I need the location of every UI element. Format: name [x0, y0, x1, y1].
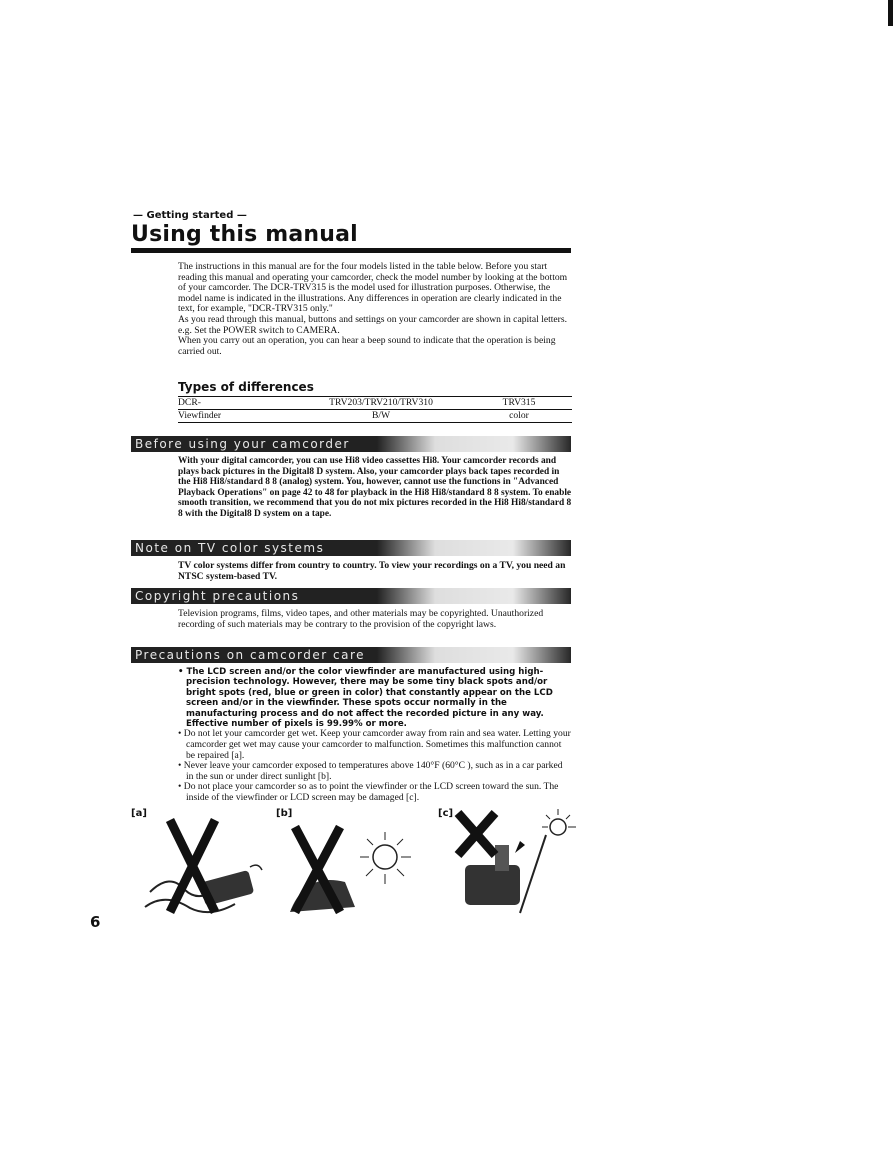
section-banner-tv-color: [131, 540, 571, 556]
list-item: • Do not let your camcorder get wet. Keep your camcorder away from rain and sea water. Letting your camcorder get wet may cause your camcorder to malfunction. Sometimes this malfunction cannot be repaired [a].: [178, 728, 571, 761]
figure-c-label: [c]: [438, 808, 454, 819]
figure-b-label: [b]: [276, 808, 293, 819]
banner-label: Precautions on camcorder care: [135, 648, 366, 662]
list-item: • Never leave your camcorder exposed to temperatures above 140°F (60°C ), such as in a car parked in the sun or under direct sunlight [b].: [178, 760, 563, 782]
intro-paragraph-1: The instructions in this manual are for the four models listed in the table below. Before you start reading this manual and operating your camcorder, check the model number by looking at the bottom of your camcorder. The DCR-TRV315 is the model used for illustration purposes. Otherwise, the model name is indicated in the illustrations. Any differences in operation are clearly indicated in the text, for example, "DCR-TRV315 only.": [178, 261, 568, 315]
table-row: [178, 410, 572, 423]
table-cell: TRV315: [466, 397, 572, 410]
copyright-text: Television programs, films, video tapes, and other materials may be copyrighted. Unauthorized recording of such materials may be contrary to the provision of the copyright laws.: [178, 608, 544, 630]
table-cell: Viewfinder: [178, 410, 296, 423]
table-cell: color: [466, 410, 572, 423]
intro-paragraph-2: As you read through this manual, buttons and settings on your camcorder are shown in capital letters.: [178, 313, 567, 325]
intro-block: [178, 262, 572, 357]
table-cell: B/W: [296, 410, 466, 423]
list-item: • Do not place your camcorder so as to point the viewfinder or the LCD screen toward the sun. The inside of the viewfinder or LCD screen may be damaged [c].: [178, 781, 559, 803]
precautions-list: [178, 667, 572, 804]
list-item: • The LCD screen and/or the color viewfinder are manufactured using high-precision technology. However, there may be some tiny black spots and/or bright spots (red, blue or green in color) that constantly appear on the LCD screen and/or in the viewfinder. These spots occur normally in the manufacturing process and do not affect the recorded picture in any way. Effective number of pixels is 99.99% or more.: [178, 667, 553, 730]
page-number: 6: [90, 913, 101, 931]
banner-label: Copyright precautions: [135, 589, 300, 603]
section-banner-before-using: [131, 436, 571, 452]
banner-label: Before using your camcorder: [135, 437, 350, 451]
intro-paragraph-4: When you carry out an operation, you can hear a beep sound to indicate that the operation is being carried out.: [178, 335, 556, 357]
sun-heat-illustration: [285, 812, 425, 922]
intro-paragraph-3: e.g. Set the POWER switch to CAMERA.: [178, 324, 340, 336]
differences-heading: Types of differences: [178, 380, 314, 394]
section-label: — Getting started —: [133, 210, 247, 221]
differences-table: [178, 396, 572, 423]
tv-color-text: TV color systems differ from country to country. To view your recordings on a TV, you need an NTSC system-based TV.: [178, 560, 566, 582]
before-using-text: With your digital camcorder, you can use Hi8 video cassettes Hi8. Your camcorder records and plays back pictures in the Digital8 D system. Also, your camcorder plays back tapes recorded in the Hi8 Hi8/standard 8 8 (analog) system. You, however, cannot use the functions in "Advanced Playback Operations" on page 42 to 48 for playback in the Hi8 Hi8/standard 8 8 system. To enable smooth transition, we recommend that you do not mix pictures recorded in the Hi8 Hi8/standard 8 8 with the Digital8 D system on a tape.: [178, 456, 572, 519]
sun-viewfinder-illustration: [450, 805, 580, 925]
page-title: Using this manual: [131, 222, 358, 247]
title-rule: [131, 248, 571, 253]
banner-label: Note on TV color systems: [135, 541, 325, 555]
wet-camcorder-illustration: [140, 812, 280, 922]
table-cell: TRV203/TRV210/TRV310: [296, 397, 466, 410]
table-header-row: [178, 397, 572, 410]
figure-a-label: [a]: [131, 808, 147, 819]
section-banner-copyright: [131, 588, 571, 604]
table-cell: DCR-: [178, 397, 296, 410]
section-banner-precautions: [131, 647, 571, 663]
page-edge-mark: [888, 0, 893, 26]
